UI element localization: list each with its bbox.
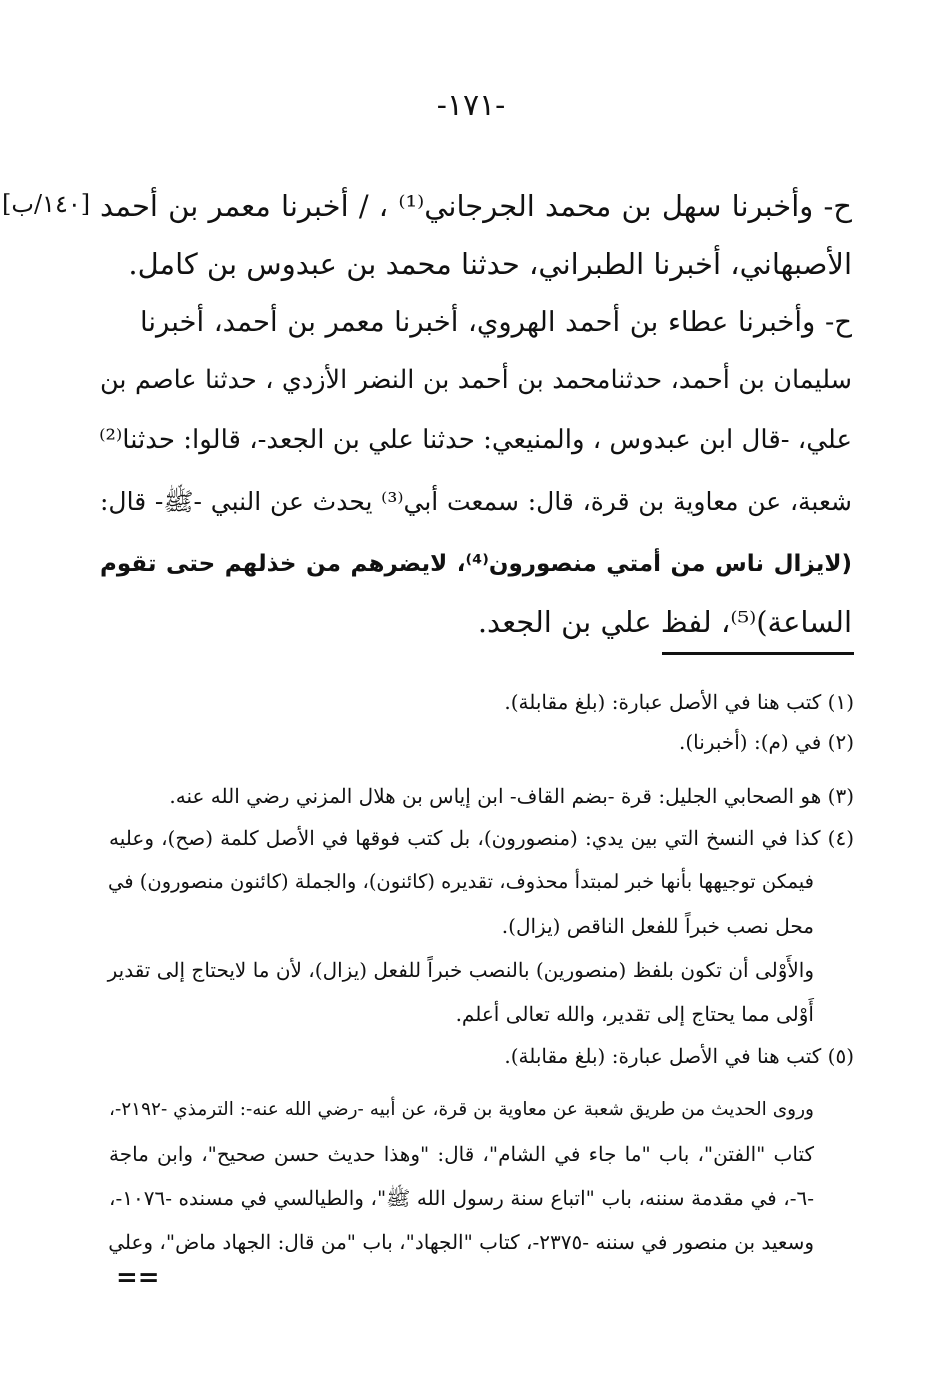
footnote-4-line: فيمكن توجيهها بأنها خبر لمبتدأ محذوف، تقديره (كائنون)، والجملة (كائنون منصورون) في: [108, 870, 814, 893]
footnote-1: (١) كتب هنا في الأصل عبارة: (بلغ مقابلة).: [504, 690, 854, 714]
main-text-line: الأصبهاني، أخبرنا الطبراني، حدثنا محمد بن عبدوس بن كامل.: [128, 247, 852, 281]
page-number: -١٧١-: [436, 88, 506, 123]
footnote-5: (٥) كتب هنا في الأصل عبارة: (بلغ مقابلة).: [504, 1044, 854, 1068]
footnote-3: (٣) هو الصحابي الجليل: قرة -بضم القاف- ابن إياس بن هلال المزني رضي الله عنه.: [169, 784, 854, 808]
footnote-4-line: والأَوْلى أن تكون بلفظ (منصورين) بالنصب خبراً للفعل (يزال)، لأن ما لايحتاج إلى تقدير: [107, 958, 814, 982]
main-text-line: ح- وأخبرنا عطاء بن أحمد الهروي، أخبرنا معمر بن أحمد، أخبرنا: [140, 306, 852, 338]
hadith-text-line: الساعة)⁽⁵⁾، لفظ علي بن الجعد.: [477, 605, 852, 639]
footnote-5-line: -٦-، في مقدمة سننه، باب "اتباع سنة رسول الله ﷺ"، والطيالسي في مسنده -١٠٧٦-،: [109, 1186, 814, 1210]
continuation-mark: ==: [116, 1263, 160, 1293]
main-text-line: ح- وأخبرنا سهل بن محمد الجرجاني⁽¹⁾ ، / أخبرنا معمر بن أحمد: [100, 189, 852, 223]
main-text-line: علي، -قال ابن عبدوس ، والمنيعي: حدثنا علي بن الجعد-، قالوا: حدثنا⁽²⁾: [99, 425, 852, 455]
main-text-line: سليمان بن أحمد، حدثنامحمد بن أحمد بن النضر الأزدي ، حدثنا عاصم بن: [100, 365, 852, 395]
hadith-text-line: (لايزال ناس من أمتي منصورون⁽⁴⁾، لايضرهم من خذلهم حتى تقوم: [100, 551, 853, 577]
footnote-separator: [662, 652, 854, 655]
margin-folio-reference: [١٤٠/ب]: [2, 190, 91, 218]
footnote-2: (٢) في (م): (أخبرنا).: [678, 730, 854, 754]
footnote-5-line: وسعيد بن منصور في سننه -٢٣٧٥-، كتاب "الجهاد"، باب "من قال: الجهاد ماض"، وعلي: [108, 1230, 814, 1254]
footnote-4: (٤) كذا في النسخ التي بين يدي: (منصورون)، بل كتب فوقها في الأصل كلمة (صح)، وعليه: [109, 826, 854, 850]
main-text-line: شعبة، عن معاوية بن قرة، قال: سمعت أبي⁽³⁾ يحدث عن النبي -ﷺ- قال:: [100, 487, 852, 516]
footnote-5-line: كتاب "الفتن"، باب "ما جاء في الشام"، قال: "وهذا حديث حسن صحيح"، وابن ماجة: [109, 1142, 815, 1166]
footnote-4-line: محل نصب خبراً للفعل الناقص (يزال).: [501, 914, 814, 938]
footnote-5-line: وروى الحديث من طريق شعبة عن معاوية بن قرة، عن أبيه -رضي الله عنه-: الترمذي -٢١٩٢-،: [109, 1099, 814, 1120]
footnote-4-line: أَوْلى مما يحتاج إلى تقدير، والله تعالى أعلم.: [455, 1002, 814, 1026]
